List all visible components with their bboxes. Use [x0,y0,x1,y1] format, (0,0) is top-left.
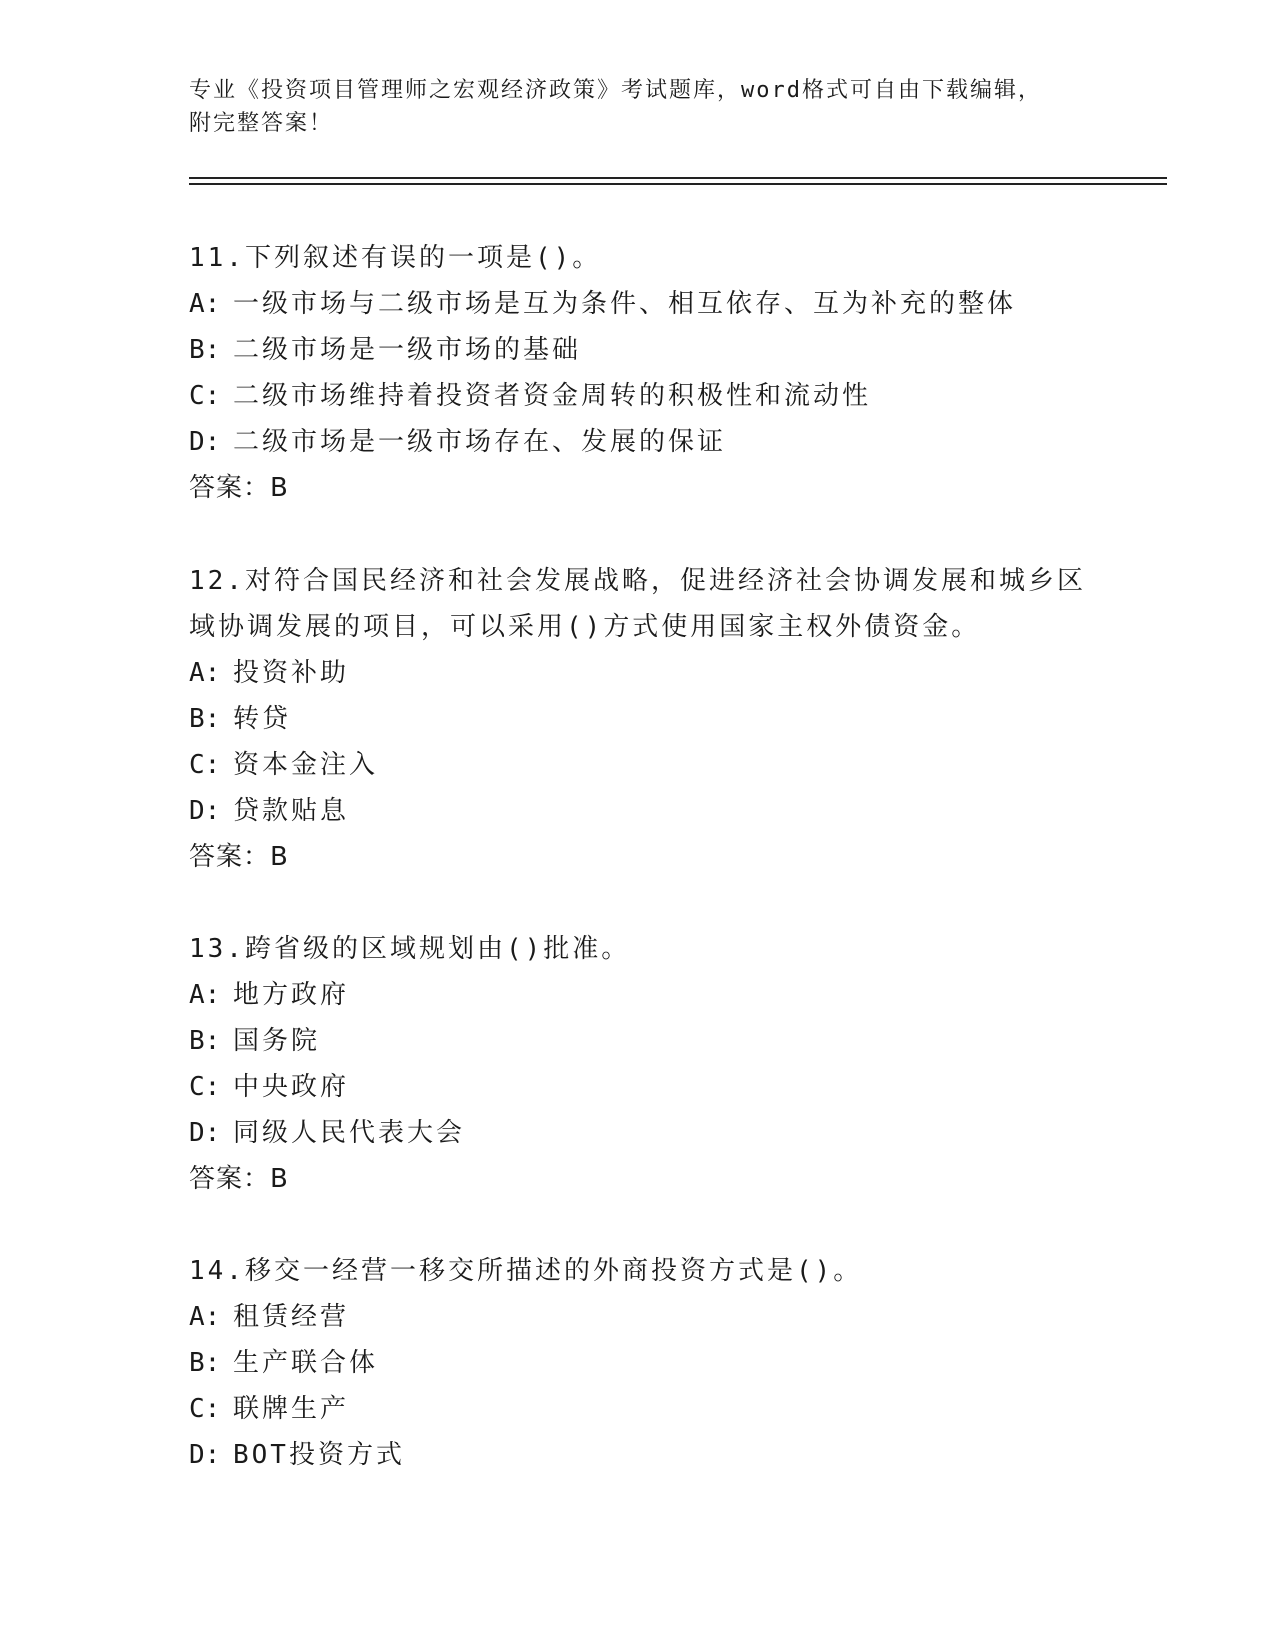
option-letter: C: [189,381,221,411]
option-b [189,1018,1089,1064]
option-text: 贷款贴息 [233,796,350,826]
option-text: 投资补助 [233,658,350,688]
option-letter: B: [189,704,221,734]
option-c [189,373,1089,419]
option-a [189,972,1089,1018]
question-stem: 13.跨省级的区域规划由()批准。 [189,934,631,964]
option-text: 国务院 [233,1026,321,1056]
option-text: 二级市场是一级市场的基础 [233,335,582,365]
option-d [189,1110,1089,1156]
option-a [189,281,1089,327]
option-text: 二级市场维持着投资者资金周转的积极性和流动性 [233,381,872,411]
option-c [189,1064,1089,1110]
option-b [189,696,1089,742]
option-b [189,1340,1089,1386]
option-text: 生产联合体 [233,1348,379,1378]
option-text: 同级人民代表大会 [233,1118,466,1148]
option-letter: A: [189,980,221,1010]
question-12 [189,558,1089,880]
option-text: 资本金注入 [233,750,379,780]
header-line-1: 专业《投资项目管理师之宏观经济政策》考试题库，word格式可自由下载编辑， [189,78,1042,103]
option-text: 地方政府 [233,980,350,1010]
option-a [189,1294,1089,1340]
option-letter: D: [189,427,221,457]
option-letter: A: [189,289,221,319]
option-text: BOT投资方式 [233,1440,405,1470]
header-rule-bottom [189,183,1167,185]
question-stem: 14.移交一经营一移交所描述的外商投资方式是()。 [189,1256,863,1286]
option-letter: B: [189,1348,221,1378]
option-letter: B: [189,1026,221,1056]
option-letter: D: [189,1118,221,1148]
option-text: 联牌生产 [233,1394,350,1424]
question-13 [189,926,1089,1202]
answer-label: 答案：B [189,842,289,872]
option-letter: C: [189,1394,221,1424]
option-letter: C: [189,1072,221,1102]
question-14 [189,1248,1089,1478]
option-letter: A: [189,658,221,688]
option-c [189,742,1089,788]
answer-label: 答案：B [189,473,289,503]
header-rule-top [189,177,1167,179]
option-letter: C: [189,750,221,780]
option-letter: D: [189,1440,221,1470]
option-letter: B: [189,335,221,365]
option-text: 二级市场是一级市场存在、发展的保证 [233,427,727,457]
option-letter: D: [189,796,221,826]
document-header [189,74,1089,140]
header-line-2: 附完整答案！ [189,111,334,136]
answer-label: 答案：B [189,1164,289,1194]
question-11 [189,235,1089,511]
option-d [189,419,1089,465]
option-text: 中央政府 [233,1072,350,1102]
option-text: 一级市场与二级市场是互为条件、相互依存、互为补充的整体 [233,289,1017,319]
option-letter: A: [189,1302,221,1332]
option-b [189,327,1089,373]
option-d [189,788,1089,834]
option-c [189,1386,1089,1432]
question-stem: 12.对符合国民经济和社会发展战略，促进经济社会协调发展和城乡区域协调发展的项目，可以采用()方式使用国家主权外债资金。 [189,566,1086,642]
option-text: 租赁经营 [233,1302,350,1332]
option-a [189,650,1089,696]
question-stem: 11.下列叙述有误的一项是()。 [189,243,602,273]
option-d [189,1432,1089,1478]
option-text: 转贷 [233,704,292,734]
